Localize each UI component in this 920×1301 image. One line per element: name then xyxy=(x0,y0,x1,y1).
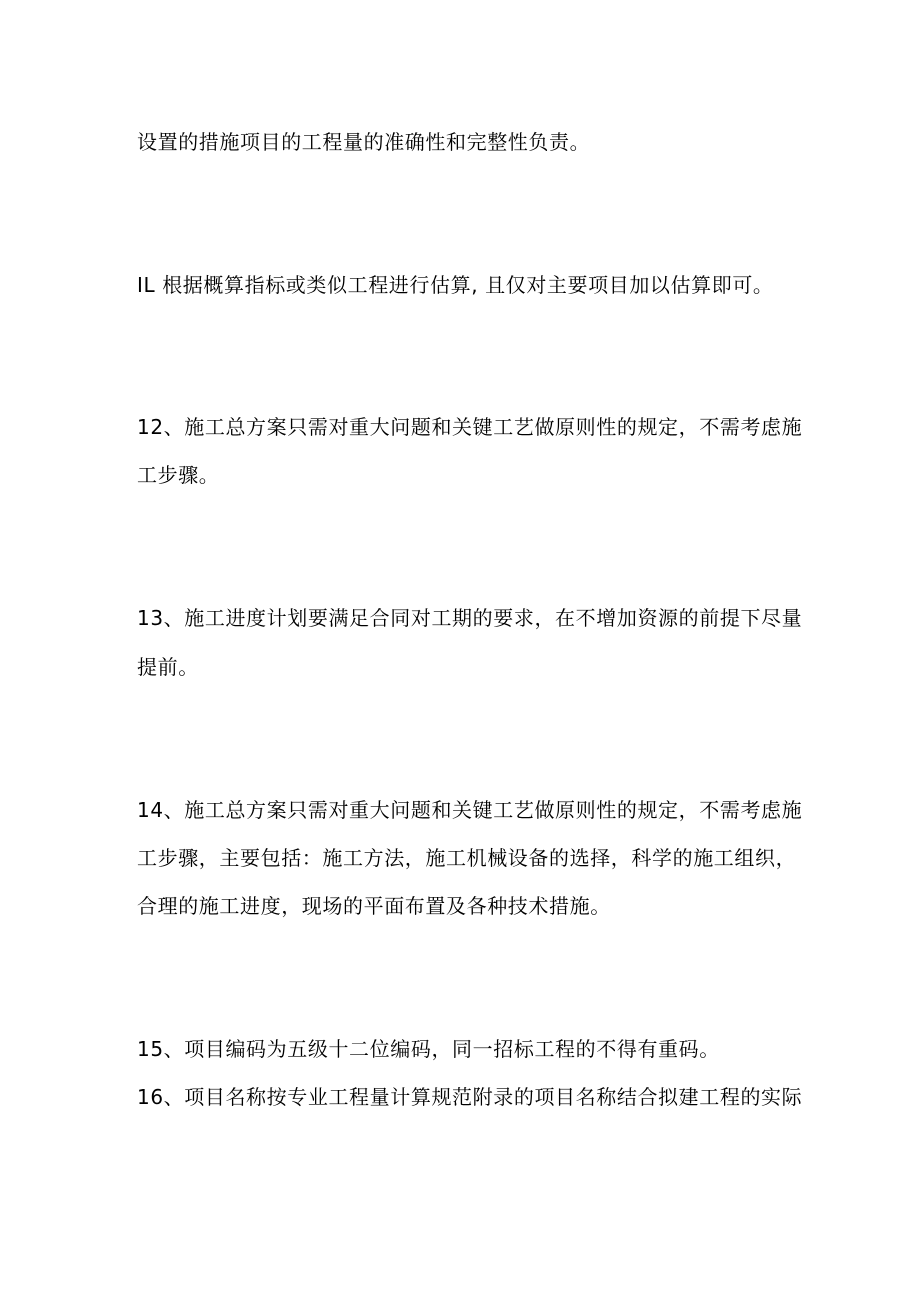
paragraph-12-line-1: 12、施工总方案只需对重大问题和关键工艺做原则性的规定，不需考虑施 xyxy=(137,415,803,439)
paragraph-14-line-3: 合理的施工进度，现场的平面布置及各种技术措施。 xyxy=(137,894,611,918)
paragraph-13-line-2: 提前。 xyxy=(137,655,199,679)
paragraph-14-line-2: 工步骤，主要包括：施工方法，施工机械设备的选择，科学的施工组织， xyxy=(137,846,797,870)
paragraph-15-line-1: 15、项目编码为五级十二位编码，同一招标工程的不得有重码。 xyxy=(137,1037,720,1061)
paragraph-continuation-line-1: 设置的措施项目的工程量的准确性和完整性负责。 xyxy=(137,130,591,154)
paragraph-13-line-1: 13、施工进度计划要满足合同对工期的要求，在不增加资源的前提下尽量 xyxy=(137,606,803,630)
paragraph-11-line-1: IL 根据概算指标或类似工程进行估算, 且仅对主要项目加以估算即可。 xyxy=(137,273,774,297)
paragraph-12-line-2: 工步骤。 xyxy=(137,463,220,487)
paragraph-14-line-1: 14、施工总方案只需对重大问题和关键工艺做原则性的规定，不需考虑施 xyxy=(137,798,803,822)
paragraph-16-line-1: 16、项目名称按专业工程量计算规范附录的项目名称结合拟建工程的实际 xyxy=(137,1085,803,1109)
